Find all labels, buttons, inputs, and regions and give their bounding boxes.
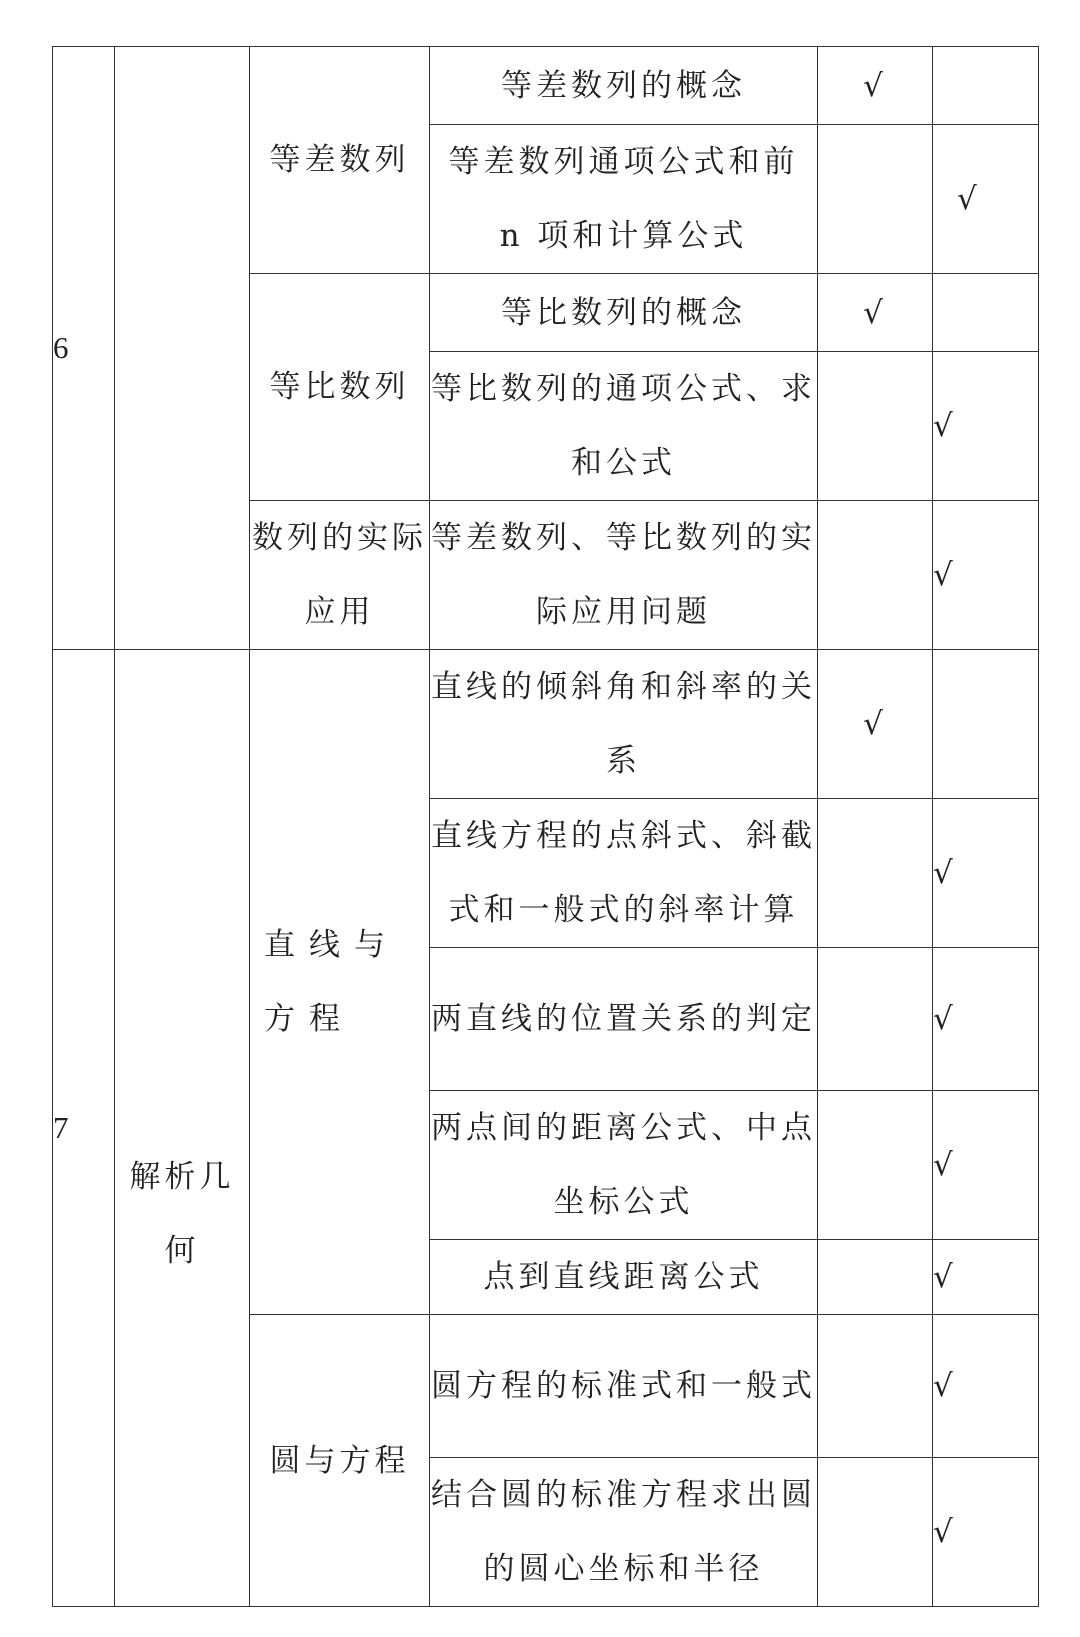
knowledge-point: 等比数列的概念 <box>430 274 818 352</box>
level-mark <box>933 47 1039 125</box>
level-mark <box>818 948 933 1091</box>
level-mark: √ <box>933 799 1039 948</box>
level-mark <box>933 650 1039 799</box>
knowledge-point: 点到直线距离公式 <box>430 1240 818 1315</box>
level-mark: √ <box>933 125 1039 274</box>
level-mark: √ <box>818 650 933 799</box>
level-mark <box>818 1240 933 1315</box>
level-mark: √ <box>933 948 1039 1091</box>
syllabus-table <box>52 46 1039 1607</box>
knowledge-point: 等差数列通项公式和前 n 项和计算公式 <box>430 125 818 274</box>
section-number: 7 <box>53 650 115 1607</box>
knowledge-point: 等差数列的概念 <box>430 47 818 125</box>
section-number: 6 <box>53 47 115 650</box>
knowledge-point: 直线方程的点斜式、斜截式和一般式的斜率计算 <box>430 799 818 948</box>
topic-cell: 圆与方程 <box>250 1315 430 1607</box>
table-row <box>53 47 1039 125</box>
topic-cell: 等比数列 <box>250 274 430 501</box>
level-mark <box>818 799 933 948</box>
level-mark <box>818 125 933 274</box>
unit-cell-empty <box>115 47 250 650</box>
table-row <box>53 650 1039 799</box>
level-mark <box>818 1458 933 1607</box>
level-mark: √ <box>933 1240 1039 1315</box>
level-mark <box>818 1315 933 1458</box>
knowledge-point: 等差数列、等比数列的实际应用问题 <box>430 501 818 650</box>
level-mark: √ <box>933 1315 1039 1458</box>
level-mark <box>818 1091 933 1240</box>
level-mark: √ <box>933 352 1039 501</box>
unit-cell: 解析几何 <box>115 650 250 1607</box>
level-mark: √ <box>933 1091 1039 1240</box>
topic-cell: 数列的实际应用 <box>250 501 430 650</box>
level-mark <box>818 501 933 650</box>
knowledge-point: 结合圆的标准方程求出圆的圆心坐标和半径 <box>430 1458 818 1607</box>
level-mark: √ <box>818 274 933 352</box>
topic-cell: 直线与方程 <box>250 650 430 1315</box>
level-mark: √ <box>818 47 933 125</box>
knowledge-point: 圆方程的标准式和一般式 <box>430 1315 818 1458</box>
knowledge-point: 直线的倾斜角和斜率的关系 <box>430 650 818 799</box>
knowledge-point: 等比数列的通项公式、求和公式 <box>430 352 818 501</box>
knowledge-point: 两直线的位置关系的判定 <box>430 948 818 1091</box>
level-mark: √ <box>933 501 1039 650</box>
topic-cell: 等差数列 <box>250 47 430 274</box>
level-mark <box>818 352 933 501</box>
knowledge-point: 两点间的距离公式、中点坐标公式 <box>430 1091 818 1240</box>
level-mark: √ <box>933 1458 1039 1607</box>
level-mark <box>933 274 1039 352</box>
